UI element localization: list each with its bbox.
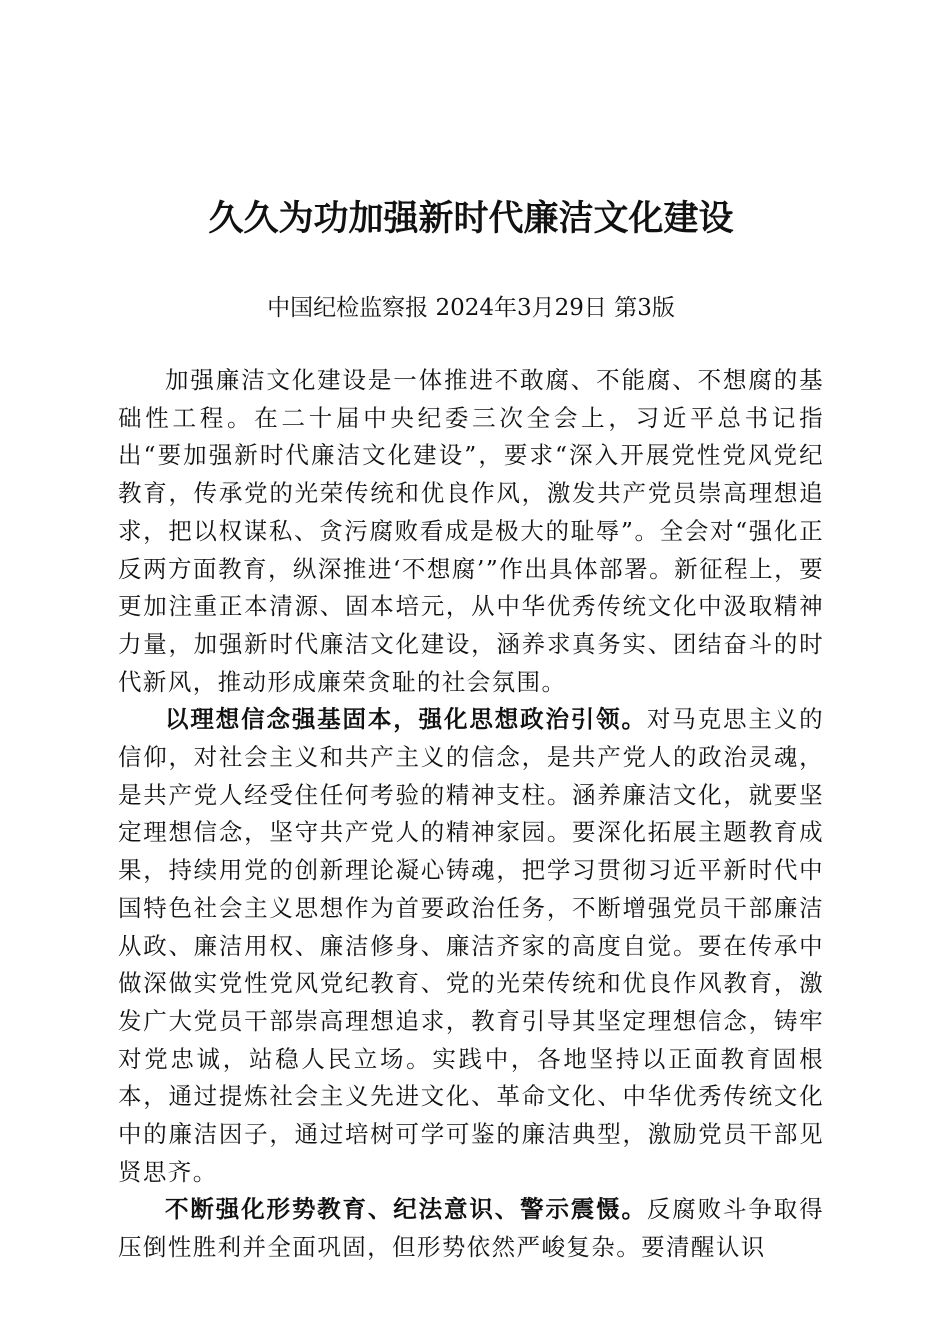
document-page — [118, 0, 824, 1344]
paragraph-text: 加强廉洁文化建设是一体推进不敢腐、不能腐、不想腐的基础性工程。在二十届中央纪委三次全会上，习近平总书记指出“要加强新时代廉洁文化建设”，要求“深入开展党性党风党纪教育，传承党的光荣传统和优良作风，激发共产党员崇高理想追求，把以权谋私、贪污腐败看成是极大的耻辱”。全会对“强化正反两方面教育，纵深推进‘不想腐’”作出具体部署。新征程上，要更加注重正本清源、固本培元，从中华优秀传统文化中汲取精神力量，加强新时代廉洁文化建设，涵养求真务实、团结奋斗的时代新风，推动形成廉荣贪耻的社会氛围。 — [118, 366, 824, 696]
paragraph-1 — [118, 362, 824, 701]
paragraph-2 — [118, 701, 824, 1191]
paragraph-text: 对马克思主义的信仰，对社会主义和共产主义的信念，是共产党人的政治灵魂，是共产党人经受住任何考验的精神支柱。涵养廉洁文化，就要坚定理想信念，坚守共产党人的精神家园。要深化拓展主题教育成果，持续用党的创新理论凝心铸魂，把学习贯彻习近平新时代中国特色社会主义思想作为首要政治任务，不断增强党员干部廉洁从政、廉洁用权、廉洁修身、廉洁齐家的高度自觉。要在传承中做深做实党性党风党纪教育、党的光荣传统和优良作风教育，激发广大党员干部崇高理想追求，教育引导其坚定理想信念，铸牢对党忠诚，站稳人民立场。实践中，各地坚持以正面教育固根本，通过提炼社会主义先进文化、革命文化、中华优秀传统文化中的廉洁因子，通过培树可学可鉴的廉洁典型，激励党员干部见贤思齐。 — [118, 705, 824, 1186]
source-line: 中国纪检监察报 2024年3月29日 第3版 — [267, 295, 675, 321]
paragraph-text: 反腐败斗争取得压倒性胜利并全面巩固，但形势依然严峻复杂。要清醒认识 — [118, 1195, 824, 1262]
document-title: 久久为功加强新时代廉洁文化建设 — [208, 198, 734, 239]
article-body — [118, 362, 824, 1267]
paragraph-3 — [118, 1191, 824, 1266]
paragraph-lead: 以理想信念强基固本，强化思想政治引领。 — [165, 705, 647, 734]
paragraph-lead: 不断强化形势教育、纪法意识、警示震慑。 — [165, 1195, 647, 1224]
